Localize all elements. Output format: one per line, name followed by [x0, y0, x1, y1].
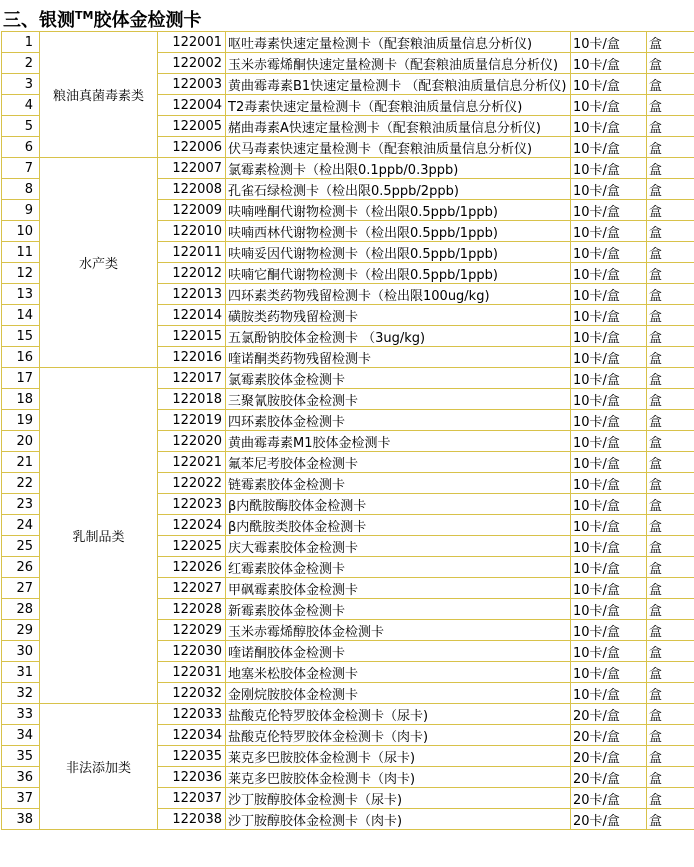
unit-cell: 盒	[647, 347, 694, 368]
package-spec: 10卡/盒	[571, 53, 647, 74]
product-code: 122005	[158, 116, 226, 137]
product-name: 新霉素胶体金检测卡	[226, 599, 571, 620]
unit-cell: 盒	[647, 116, 694, 137]
product-code: 122010	[158, 221, 226, 242]
product-name: 沙丁胺醇胶体金检测卡（肉卡)	[226, 809, 571, 830]
product-code: 122030	[158, 641, 226, 662]
package-spec: 10卡/盒	[571, 116, 647, 137]
product-code: 122035	[158, 746, 226, 767]
unit-cell: 盒	[647, 788, 694, 809]
row-number: 36	[2, 767, 40, 788]
product-code: 122016	[158, 347, 226, 368]
package-spec: 10卡/盒	[571, 494, 647, 515]
unit-cell: 盒	[647, 515, 694, 536]
product-name: 甲砜霉素胶体金检测卡	[226, 578, 571, 599]
package-spec: 10卡/盒	[571, 389, 647, 410]
unit-cell: 盒	[647, 746, 694, 767]
product-name: 赭曲毒素A快速定量检测卡（配套粮油质量信息分析仪)	[226, 116, 571, 137]
unit-cell: 盒	[647, 95, 694, 116]
unit-cell: 盒	[647, 431, 694, 452]
package-spec: 10卡/盒	[571, 179, 647, 200]
row-number: 2	[2, 53, 40, 74]
unit-cell: 盒	[647, 32, 694, 53]
row-number: 25	[2, 536, 40, 557]
unit-cell: 盒	[647, 662, 694, 683]
package-spec: 10卡/盒	[571, 536, 647, 557]
unit-cell: 盒	[647, 137, 694, 158]
package-spec: 10卡/盒	[571, 242, 647, 263]
unit-cell: 盒	[647, 725, 694, 746]
product-code: 122009	[158, 200, 226, 221]
product-code: 122012	[158, 263, 226, 284]
row-number: 24	[2, 515, 40, 536]
row-number: 14	[2, 305, 40, 326]
unit-cell: 盒	[647, 305, 694, 326]
product-name: 呋喃西林代谢物检测卡（检出限0.5ppb/1ppb)	[226, 221, 571, 242]
product-name: 氯霉素胶体金检测卡	[226, 368, 571, 389]
row-number: 10	[2, 221, 40, 242]
unit-cell: 盒	[647, 620, 694, 641]
product-code: 122027	[158, 578, 226, 599]
product-name: 盐酸克伦特罗胶体金检测卡（肉卡)	[226, 725, 571, 746]
product-code: 122007	[158, 158, 226, 179]
unit-cell: 盒	[647, 326, 694, 347]
unit-cell: 盒	[647, 53, 694, 74]
product-code: 122004	[158, 95, 226, 116]
product-name: 玉米赤霉烯醇胶体金检测卡	[226, 620, 571, 641]
category-cell: 水产类	[40, 158, 158, 368]
product-name: 玉米赤霉烯酮快速定量检测卡（配套粮油质量信息分析仪)	[226, 53, 571, 74]
unit-cell: 盒	[647, 494, 694, 515]
row-number: 17	[2, 368, 40, 389]
table-row	[2, 368, 694, 389]
package-spec: 20卡/盒	[571, 746, 647, 767]
product-code: 122023	[158, 494, 226, 515]
product-name: β内酰胺酶胶体金检测卡	[226, 494, 571, 515]
unit-cell: 盒	[647, 242, 694, 263]
product-name: β内酰胺类胶体金检测卡	[226, 515, 571, 536]
row-number: 8	[2, 179, 40, 200]
row-number: 16	[2, 347, 40, 368]
unit-cell: 盒	[647, 389, 694, 410]
product-code: 122006	[158, 137, 226, 158]
product-name: 黄曲霉毒素M1胶体金检测卡	[226, 431, 571, 452]
package-spec: 10卡/盒	[571, 137, 647, 158]
package-spec: 10卡/盒	[571, 683, 647, 704]
package-spec: 10卡/盒	[571, 431, 647, 452]
row-number: 15	[2, 326, 40, 347]
row-number: 12	[2, 263, 40, 284]
row-number: 30	[2, 641, 40, 662]
product-name: T2毒素快速定量检测卡（配套粮油质量信息分析仪)	[226, 95, 571, 116]
product-code: 122036	[158, 767, 226, 788]
package-spec: 10卡/盒	[571, 326, 647, 347]
product-name: 链霉素胶体金检测卡	[226, 473, 571, 494]
product-code: 122019	[158, 410, 226, 431]
package-spec: 10卡/盒	[571, 158, 647, 179]
category-cell: 乳制品类	[40, 368, 158, 704]
row-number: 13	[2, 284, 40, 305]
row-number: 4	[2, 95, 40, 116]
row-number: 29	[2, 620, 40, 641]
product-code: 122017	[158, 368, 226, 389]
unit-cell: 盒	[647, 368, 694, 389]
row-number: 26	[2, 557, 40, 578]
product-name: 四环素胶体金检测卡	[226, 410, 571, 431]
row-number: 18	[2, 389, 40, 410]
unit-cell: 盒	[647, 284, 694, 305]
table-row	[2, 704, 694, 725]
row-number: 6	[2, 137, 40, 158]
product-code: 122034	[158, 725, 226, 746]
product-code: 122024	[158, 515, 226, 536]
product-code: 122014	[158, 305, 226, 326]
product-code: 122025	[158, 536, 226, 557]
unit-cell: 盒	[647, 557, 694, 578]
unit-cell: 盒	[647, 536, 694, 557]
package-spec: 10卡/盒	[571, 347, 647, 368]
product-name: 黄曲霉毒素B1快速定量检测卡 （配套粮油质量信息分析仪)	[226, 74, 571, 95]
title-prefix: 三、银测	[3, 10, 75, 31]
product-code: 122003	[158, 74, 226, 95]
product-name: 庆大霉素胶体金检测卡	[226, 536, 571, 557]
product-name: 孔雀石绿检测卡（检出限0.5ppb/2ppb)	[226, 179, 571, 200]
unit-cell: 盒	[647, 410, 694, 431]
package-spec: 20卡/盒	[571, 767, 647, 788]
unit-cell: 盒	[647, 221, 694, 242]
unit-cell: 盒	[647, 599, 694, 620]
title-suffix: 胶体金检测卡	[93, 10, 202, 31]
package-spec: 10卡/盒	[571, 95, 647, 116]
product-code: 122037	[158, 788, 226, 809]
product-code: 122022	[158, 473, 226, 494]
row-number: 20	[2, 431, 40, 452]
product-name: 伏马毒素快速定量检测卡（配套粮油质量信息分析仪)	[226, 137, 571, 158]
row-number: 31	[2, 662, 40, 683]
product-code: 122033	[158, 704, 226, 725]
product-code: 122020	[158, 431, 226, 452]
row-number: 11	[2, 242, 40, 263]
product-code: 122013	[158, 284, 226, 305]
product-name: 五氯酚钠胶体金检测卡 （3ug/kg)	[226, 326, 571, 347]
package-spec: 10卡/盒	[571, 473, 647, 494]
product-name: 沙丁胺醇胶体金检测卡（尿卡)	[226, 788, 571, 809]
product-code: 122032	[158, 683, 226, 704]
product-table	[1, 31, 694, 830]
product-name: 盐酸克伦特罗胶体金检测卡（尿卡)	[226, 704, 571, 725]
row-number: 5	[2, 116, 40, 137]
package-spec: 10卡/盒	[571, 263, 647, 284]
product-code: 122001	[158, 32, 226, 53]
product-name: 磺胺类药物残留检测卡	[226, 305, 571, 326]
unit-cell: 盒	[647, 74, 694, 95]
table-row	[2, 32, 694, 53]
row-number: 9	[2, 200, 40, 221]
product-code: 122015	[158, 326, 226, 347]
product-name: 呋喃妥因代谢物检测卡（检出限0.5ppb/1ppb)	[226, 242, 571, 263]
package-spec: 10卡/盒	[571, 221, 647, 242]
package-spec: 10卡/盒	[571, 32, 647, 53]
product-name: 喹诺酮胶体金检测卡	[226, 641, 571, 662]
package-spec: 10卡/盒	[571, 452, 647, 473]
product-name: 呋喃它酮代谢物检测卡（检出限0.5ppb/1ppb)	[226, 263, 571, 284]
row-number: 38	[2, 809, 40, 830]
unit-cell: 盒	[647, 767, 694, 788]
row-number: 7	[2, 158, 40, 179]
row-number: 1	[2, 32, 40, 53]
product-code: 122028	[158, 599, 226, 620]
unit-cell: 盒	[647, 200, 694, 221]
row-number: 27	[2, 578, 40, 599]
package-spec: 20卡/盒	[571, 788, 647, 809]
package-spec: 20卡/盒	[571, 704, 647, 725]
product-code: 122038	[158, 809, 226, 830]
package-spec: 10卡/盒	[571, 284, 647, 305]
row-number: 3	[2, 74, 40, 95]
product-name: 金刚烷胺胶体金检测卡	[226, 683, 571, 704]
product-code: 122021	[158, 452, 226, 473]
unit-cell: 盒	[647, 578, 694, 599]
category-cell: 粮油真菌毒素类	[40, 32, 158, 158]
row-number: 19	[2, 410, 40, 431]
unit-cell: 盒	[647, 179, 694, 200]
trademark-mark: TM	[75, 9, 94, 22]
package-spec: 10卡/盒	[571, 305, 647, 326]
package-spec: 20卡/盒	[571, 725, 647, 746]
section-title	[0, 0, 694, 31]
product-code: 122031	[158, 662, 226, 683]
product-name: 三聚氰胺胶体金检测卡	[226, 389, 571, 410]
unit-cell: 盒	[647, 809, 694, 830]
package-spec: 10卡/盒	[571, 368, 647, 389]
category-cell: 非法添加类	[40, 704, 158, 830]
package-spec: 10卡/盒	[571, 578, 647, 599]
product-table-body	[2, 32, 694, 830]
package-spec: 10卡/盒	[571, 410, 647, 431]
unit-cell: 盒	[647, 158, 694, 179]
row-number: 23	[2, 494, 40, 515]
package-spec: 20卡/盒	[571, 809, 647, 830]
row-number: 34	[2, 725, 40, 746]
product-code: 122026	[158, 557, 226, 578]
product-code: 122011	[158, 242, 226, 263]
row-number: 35	[2, 746, 40, 767]
unit-cell: 盒	[647, 704, 694, 725]
product-code: 122008	[158, 179, 226, 200]
product-name: 呕吐毒素快速定量检测卡（配套粮油质量信息分析仪)	[226, 32, 571, 53]
package-spec: 10卡/盒	[571, 200, 647, 221]
package-spec: 10卡/盒	[571, 641, 647, 662]
package-spec: 10卡/盒	[571, 74, 647, 95]
product-code: 122029	[158, 620, 226, 641]
unit-cell: 盒	[647, 473, 694, 494]
product-name: 地塞米松胶体金检测卡	[226, 662, 571, 683]
row-number: 37	[2, 788, 40, 809]
product-code: 122002	[158, 53, 226, 74]
product-name: 呋喃唑酮代谢物检测卡（检出限0.5ppb/1ppb)	[226, 200, 571, 221]
row-number: 21	[2, 452, 40, 473]
product-name: 红霉素胶体金检测卡	[226, 557, 571, 578]
product-name: 莱克多巴胺胶体金检测卡（肉卡)	[226, 767, 571, 788]
package-spec: 10卡/盒	[571, 557, 647, 578]
package-spec: 10卡/盒	[571, 515, 647, 536]
unit-cell: 盒	[647, 452, 694, 473]
row-number: 32	[2, 683, 40, 704]
product-name: 莱克多巴胺胶体金检测卡（尿卡)	[226, 746, 571, 767]
product-name: 氯霉素检测卡（检出限0.1ppb/0.3ppb)	[226, 158, 571, 179]
unit-cell: 盒	[647, 263, 694, 284]
table-row	[2, 158, 694, 179]
product-name: 四环素类药物残留检测卡（检出限100ug/kg)	[226, 284, 571, 305]
row-number: 28	[2, 599, 40, 620]
row-number: 22	[2, 473, 40, 494]
package-spec: 10卡/盒	[571, 599, 647, 620]
product-name: 氟苯尼考胶体金检测卡	[226, 452, 571, 473]
row-number: 33	[2, 704, 40, 725]
product-name: 喹诺酮类药物残留检测卡	[226, 347, 571, 368]
product-code: 122018	[158, 389, 226, 410]
unit-cell: 盒	[647, 683, 694, 704]
unit-cell: 盒	[647, 641, 694, 662]
package-spec: 10卡/盒	[571, 620, 647, 641]
package-spec: 10卡/盒	[571, 662, 647, 683]
